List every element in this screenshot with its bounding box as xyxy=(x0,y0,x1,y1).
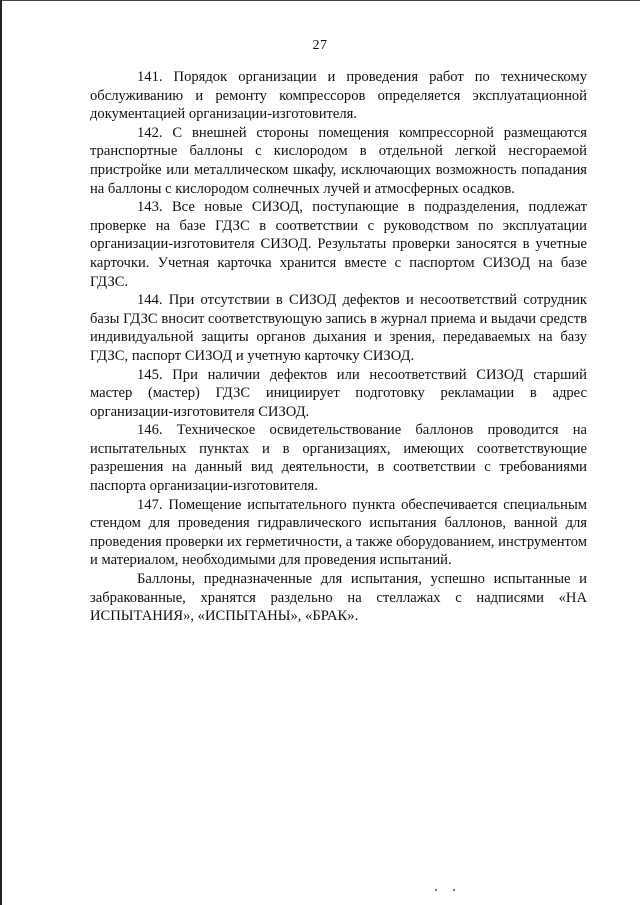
scan-speck xyxy=(453,889,455,891)
paragraph-141: 141. Порядок организации и проведения работ по техническому обслуживанию и ремонту компрессоров определяется эксплуатационной документацией организации-изготовителя. xyxy=(90,69,587,123)
scan-speck xyxy=(435,889,437,891)
paragraph-143: 143. Все новые СИЗОД, поступающие в подразделения, подлежат проверке на базе ГДЗС в соответствии с руководством по эксплуатации организации-изготовителя СИЗОД. Результаты проверки заносятся в учетные карточки. Учетная карточка хранится вместе с паспортом СИЗОД на базе ГДЗС. xyxy=(90,199,587,290)
paragraph-147-continuation: Баллоны, предназначенные для испытания, успешно испытанные и забракованные, хранятся раздельно на стеллажах с надписями «НА ИСПЫТАНИЯ», «ИСПЫТАНЫ», «БРАК». xyxy=(90,571,587,625)
paragraph-146: 146. Техническое освидетельствование баллонов проводится на испытательных пунктах и в организациях, имеющих соответствующие разрешения на данный вид деятельности, в соответствии с требованиями паспорта организации-изготовителя. xyxy=(90,422,587,495)
page-number: 27 xyxy=(312,38,328,53)
paragraph-144: 144. При отсутствии в СИЗОД дефектов и несоответствий сотрудник базы ГДЗС вносит соответствующую запись в журнал приема и выдачи средств индивидуальной защиты органов дыхания и зрения, передаваемых на базу ГДЗС, паспорт СИЗОД и учетную карточку СИЗОД. xyxy=(90,292,587,364)
document-body xyxy=(90,68,587,626)
paragraph-142: 142. С внешней стороны помещения компрессорной размещаются транспортные баллоны с кислородом в отдельной легкой несгораемой пристройке или металлическом шкафу, исключающих возможность попадания на баллоны с кислородом солнечных лучей и атмосферных осадков. xyxy=(90,124,587,197)
paragraph-145: 145. При наличии дефектов или несоответствий СИЗОД старший мастер (мастер) ГДЗС инициирует подготовку рекламации в адрес организации-изготовителя СИЗОД. xyxy=(90,366,587,420)
paragraph-147: 147. Помещение испытательного пункта обеспечивается специальным стендом для проведения гидравлического испытания баллонов, ванной для проведения проверки их герметичности, а также оборудованием, инструментом и материалом, необходимыми для проведения испытаний. xyxy=(90,496,587,569)
